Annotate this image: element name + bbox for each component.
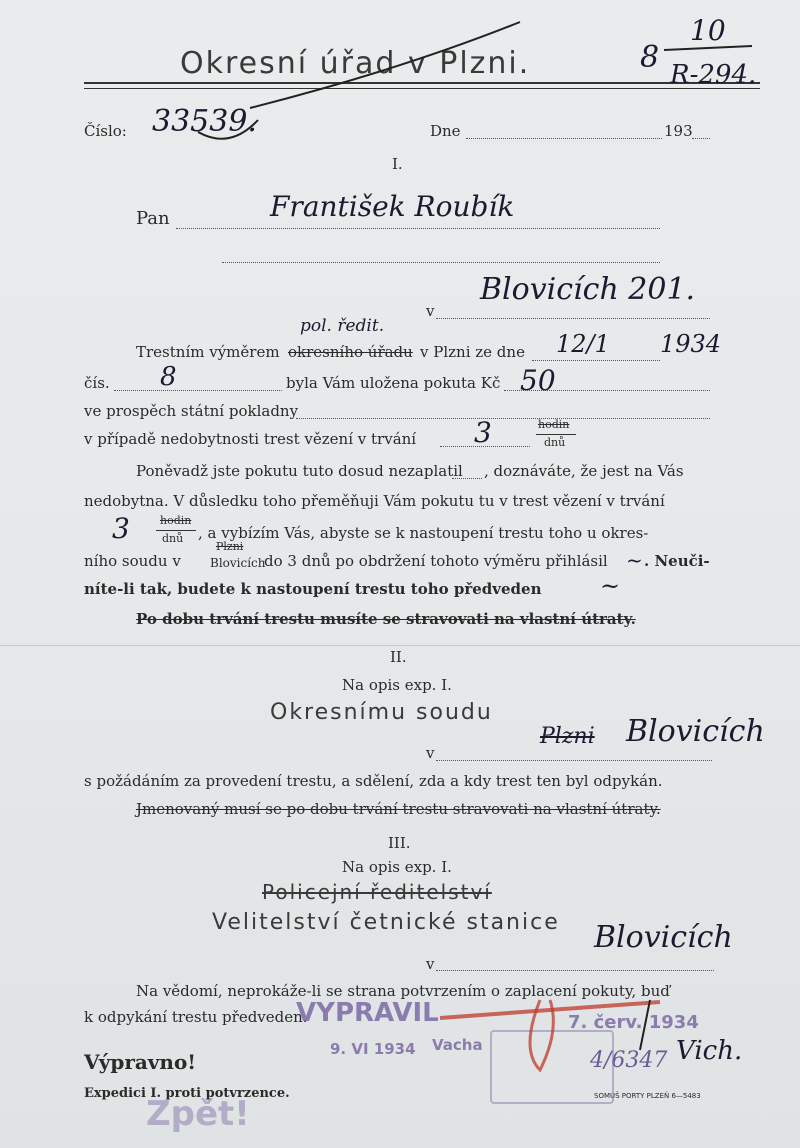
stamp-vypravil: VYPRAVIL <box>296 998 439 1028</box>
nedobytnost-label: v případě nedobytnosti trest vězení v trvání <box>84 430 417 448</box>
dne-line <box>466 138 662 139</box>
fine-line <box>504 390 710 391</box>
insert-pol-redit: pol. ředit. <box>300 316 385 336</box>
tilde-mark-1: ~ <box>626 548 643 572</box>
ref-top: 10 <box>690 14 726 47</box>
station-title: Velitelství četnické stanice <box>212 910 560 935</box>
pokladna-line <box>296 418 710 419</box>
para4-c: . Neuči- <box>644 552 710 570</box>
pan-line <box>176 228 660 229</box>
court2-line <box>436 760 712 761</box>
tilde-mark-2: ~ <box>600 572 621 600</box>
court-title: Okresnímu soudu <box>270 700 493 725</box>
v-plzni-ze-dne: v Plzni ze dne <box>420 343 525 361</box>
cis-label: čís. <box>84 374 110 392</box>
v-label-1: v <box>426 302 435 320</box>
section3-numeral: III. <box>388 834 411 852</box>
cislo-label: Číslo: <box>84 122 127 140</box>
hodin2-struck: hodin <box>160 514 192 527</box>
okresni-urad-struck: okresního úřadu <box>288 343 413 361</box>
expedici: Expedici I. proti potvrzence. <box>84 1086 290 1101</box>
section3-opis: Na opis exp. I. <box>342 858 452 876</box>
stamp-received-num: 4/6347 <box>590 1048 668 1073</box>
section2-opis: Na opis exp. I. <box>342 676 452 694</box>
frac2-line <box>156 530 196 531</box>
place-1: Blovicích 201. <box>480 272 696 307</box>
court2-place: Blovicích <box>626 714 765 749</box>
year-line <box>692 138 710 139</box>
signature: Vich. <box>676 1036 743 1066</box>
stamp-received-date: 7. červ. 1934 <box>568 1012 699 1033</box>
v-label-2: v <box>426 744 435 762</box>
v-label-3: v <box>426 955 435 973</box>
stamp-vypravil-name: Vacha <box>432 1036 483 1054</box>
pan-line-2 <box>222 262 660 263</box>
dnu2-label: dnů <box>162 532 184 545</box>
pan-label: Pan <box>136 208 170 229</box>
statni-pokladna: ve prospěch státní pokladny <box>84 402 299 420</box>
notice2: k odpykání trestu předveden. <box>84 1008 308 1026</box>
nezaplatil-line <box>452 478 482 479</box>
dne-label: Dne <box>430 122 461 140</box>
vymer-date: 12/1 <box>556 330 610 358</box>
pan-name: František Roubík <box>270 190 515 223</box>
station-place: Blovicích <box>594 920 733 955</box>
stamp-marks-svg <box>0 960 800 1148</box>
ref-fraction-line <box>664 46 752 50</box>
section1-numeral: I. <box>392 155 403 173</box>
days-value: 3 <box>474 416 492 449</box>
dnu-label: dnů <box>544 436 566 449</box>
vymer-year: 1934 <box>660 330 722 358</box>
court-struck: Plzni <box>216 540 244 553</box>
para4-a: ního soudu v <box>84 552 181 570</box>
section2-numeral: II. <box>390 648 407 666</box>
cis-line <box>114 390 282 391</box>
notice1: Na vědomí, neprokáže-li se strana potvrzením o zaplacení pokuty, buď <box>136 982 670 1000</box>
cislo-value: 33539. <box>152 104 257 139</box>
para2: nedobytna. V důsledku toho přeměňuji Vám pokutu tu v trest vězení v trvání <box>84 492 665 510</box>
court2-struck: Plzni <box>540 724 595 749</box>
para3: , a vybízím Vás, abyste se k nastoupení trestu toho u okres- <box>198 524 649 542</box>
ref-bottom: 8 <box>640 40 660 75</box>
stamp-zpet: Zpět! <box>146 1094 250 1134</box>
header-pen-stroke <box>250 22 520 108</box>
para1: Poněvadž jste pokutu tuto dosud nezaplatil <box>136 462 463 480</box>
office-title: Okresní úřad v Plzni. <box>180 46 531 81</box>
fold-line <box>0 645 800 646</box>
vypravno: Výpravno! <box>84 1050 197 1074</box>
section2-struck-note: Jmenovaný musí se po dobu trvání trestu stravovati na vlastní útraty. <box>136 800 661 818</box>
para5: níte-li tak, budete k nastoupení trestu toho předveden <box>84 580 542 598</box>
para6-struck: Po dobu trvání trestu musíte se stravovati na vlastní útraty. <box>136 610 636 628</box>
para4-b: do 3 dnů po obdržení tohoto výměru přihlásil <box>264 552 608 570</box>
hodin-struck: hodin <box>538 418 570 431</box>
para1-b: , doznáváte, že jest na Vás <box>484 462 684 480</box>
pokuta-label: byla Vám uložena pokuta Kč <box>286 374 501 392</box>
frac-line <box>536 434 576 435</box>
signature-stroke <box>640 1000 650 1050</box>
place-line <box>436 318 710 319</box>
police-struck: Policejní ředitelství <box>262 880 492 904</box>
days2-value: 3 <box>112 512 130 545</box>
cis-value: 8 <box>160 362 177 392</box>
ref-note: R-294. <box>670 60 757 90</box>
stamp-vypravil-date: 9. VI 1934 <box>330 1040 416 1058</box>
year-prefix: 193 <box>664 122 693 140</box>
request: s požádáním za provedení trestu, a sdělení, zda a kdy trest ten byl odpykán. <box>84 772 663 790</box>
court-place: Blovicích <box>210 556 266 570</box>
date-line <box>532 360 660 361</box>
days-line <box>440 446 530 447</box>
printer-mark: SOMUŠ PORTY PLZEŇ 6—5483 <box>594 1092 701 1100</box>
trest-vymer-label: Trestním výměrem <box>136 343 280 361</box>
fine-value: 50 <box>520 364 556 397</box>
